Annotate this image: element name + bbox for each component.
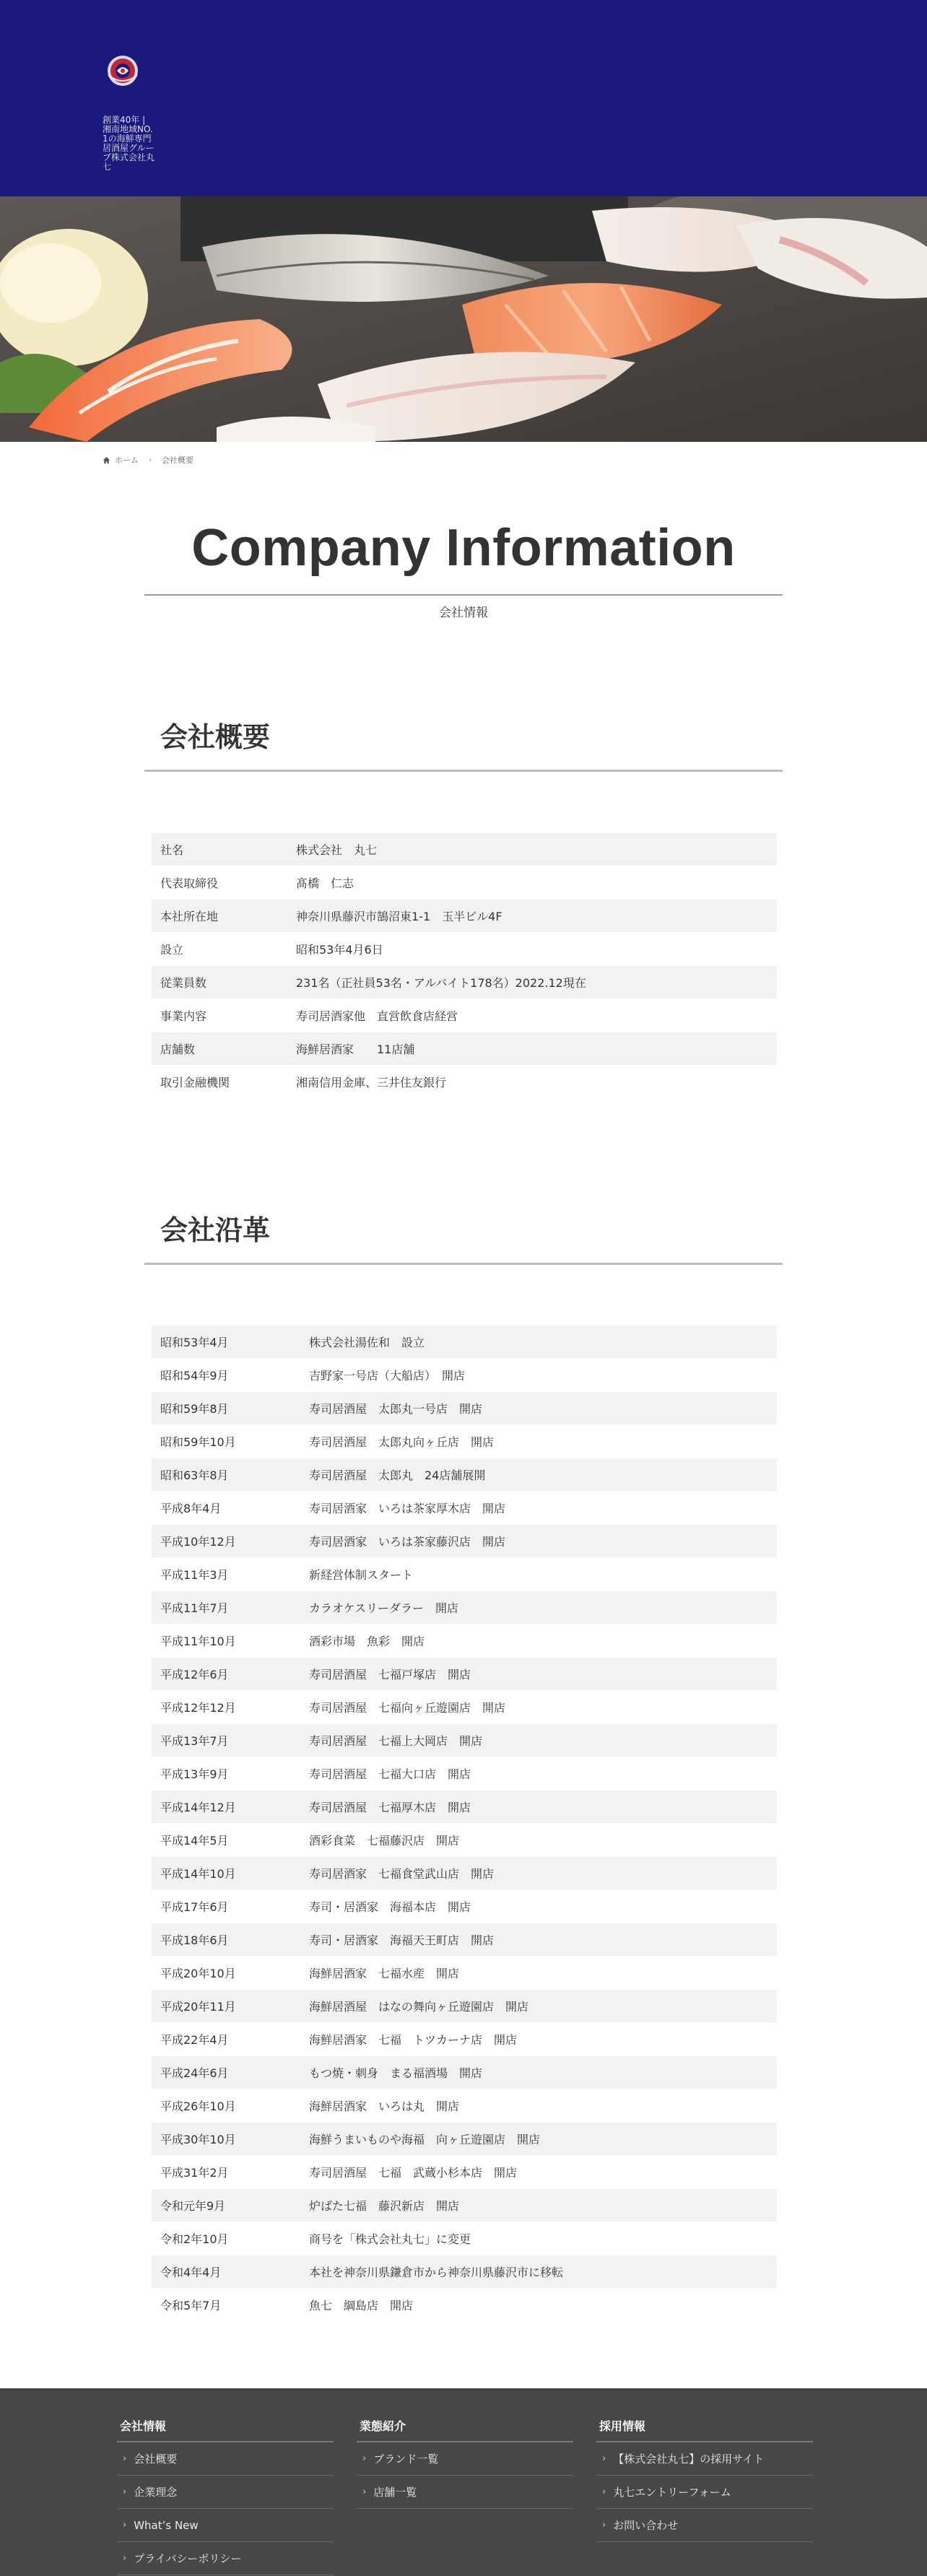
row-value: 寿司居酒屋 太郎丸 24店舗展開 (309, 1468, 486, 1482)
table-row (152, 1990, 777, 2023)
footer-link-label: 会社概要 (134, 2453, 178, 2466)
company-history-table (152, 1326, 777, 2322)
row-value: 海鮮居酒家 七福 トツカーナ店 開店 (309, 2033, 518, 2047)
row-label: 平成24年6月 (160, 2066, 229, 2080)
table-row (152, 866, 777, 900)
site-footer (0, 2388, 927, 2576)
row-value: 髙橋 仁志 (296, 876, 354, 890)
footer-column-brands (357, 2417, 573, 2509)
chevron-right-icon: › (362, 2453, 367, 2464)
breadcrumb-separator-icon: › (149, 456, 152, 464)
row-value: 酒彩市場 魚彩 開店 (309, 1635, 425, 1648)
table-row (152, 1032, 777, 1066)
row-label: 昭和63年8月 (160, 1468, 229, 1482)
row-label: 平成11年10月 (160, 1635, 236, 1648)
row-label: 平成8年4月 (160, 1502, 222, 1515)
footer-link-company-overview[interactable] (117, 2442, 334, 2476)
site-header (0, 0, 927, 196)
row-value: 株式会社 丸七 (296, 843, 378, 857)
row-label: 平成17年6月 (160, 1900, 229, 1914)
home-icon (103, 456, 110, 464)
table-row (152, 1458, 777, 1492)
row-label: 平成14年5月 (160, 1834, 229, 1848)
company-overview-table (152, 833, 777, 1099)
row-label: 平成13年9月 (160, 1767, 229, 1781)
row-value: 海鮮居酒家 七福水産 開店 (309, 1967, 460, 1980)
row-value: 本社を神奈川県鎌倉市から神奈川県藤沢市に移転 (309, 2266, 564, 2279)
footer-column-title: 会社情報 (117, 2417, 334, 2442)
chevron-right-icon: › (602, 2486, 606, 2497)
row-value: 寿司居酒屋 七福向ヶ丘遊園店 開店 (309, 1701, 506, 1715)
row-label: 令和5年7月 (160, 2299, 222, 2312)
footer-link-recruit-site[interactable] (596, 2442, 813, 2476)
row-value: 寿司居酒屋 七福戸塚店 開店 (309, 1668, 471, 1681)
table-row (152, 2289, 777, 2322)
row-label: 平成12年6月 (160, 1668, 229, 1681)
row-value: 寿司居酒屋 七福 武蔵小杉本店 開店 (309, 2166, 518, 2180)
row-value: 昭和53年4月6日 (296, 943, 383, 957)
logo-emblem-icon (103, 53, 143, 88)
table-row (152, 2023, 777, 2056)
footer-link-brand-list[interactable] (357, 2442, 573, 2476)
row-value: 寿司・居酒家 海福本店 開店 (309, 1900, 471, 1914)
table-row (152, 1591, 777, 1624)
row-value: 寿司居酒屋 太郎丸一号店 開店 (309, 1402, 483, 1416)
row-label: 令和2年10月 (160, 2232, 229, 2246)
table-row (152, 1790, 777, 1824)
table-row (152, 1691, 777, 1724)
table-row (152, 933, 777, 966)
row-value: 寿司居酒家 いろは茶家藤沢店 開店 (309, 1535, 506, 1549)
footer-link-label: 企業理念 (134, 2486, 178, 2499)
breadcrumb-home-link[interactable]: ホーム (115, 456, 139, 465)
page-subtitle: 会社情報 (439, 606, 488, 620)
table-row (152, 1724, 777, 1757)
hero-sushi-image (0, 196, 927, 442)
footer-link-label: プライバシーポリシー (134, 2552, 242, 2565)
row-value: 寿司居酒屋 七福厚木店 開店 (309, 1801, 471, 1814)
chevron-right-icon: › (123, 2486, 127, 2497)
footer-link-contact[interactable] (596, 2509, 813, 2542)
row-value: 炉ばた七福 藤沢新店 開店 (309, 2199, 460, 2213)
table-row (152, 1525, 777, 1558)
row-label: 従業員数 (160, 976, 207, 990)
row-label: 本社所在地 (160, 910, 219, 923)
row-label: 令和4年4月 (160, 2266, 222, 2279)
footer-column-recruit (596, 2417, 813, 2542)
table-row (152, 2255, 777, 2289)
chevron-right-icon: › (123, 2453, 127, 2464)
row-value: 寿司居酒屋 七福大口店 開店 (309, 1767, 471, 1781)
row-label: 平成11年7月 (160, 1601, 229, 1615)
footer-link-whats-new[interactable] (117, 2509, 334, 2542)
table-row (152, 2189, 777, 2222)
row-label: 平成31年2月 (160, 2166, 229, 2180)
row-label: 取引金融機関 (160, 1076, 230, 1089)
footer-column-title: 採用情報 (596, 2417, 813, 2442)
footer-link-label: 丸七エントリーフォーム (613, 2486, 731, 2499)
footer-column-company (117, 2417, 334, 2575)
footer-link-entry-form[interactable] (596, 2476, 813, 2509)
row-label: 昭和54年9月 (160, 1369, 229, 1383)
row-value: 海鮮居酒家 11店舗 (296, 1043, 415, 1056)
site-tagline: 創業40年 | 湘南地域NO.1の海鮮専門居酒屋グループ株式会社丸七 (103, 115, 155, 172)
row-label: 事業内容 (160, 1009, 207, 1023)
row-value: 湘南信用金庫、三井住友銀行 (296, 1076, 447, 1089)
breadcrumb-current: 会社概要 (162, 456, 193, 465)
table-row (152, 2123, 777, 2156)
footer-column-title: 業態紹介 (357, 2417, 573, 2442)
footer-link-label: 【株式会社丸七】の採用サイト (613, 2453, 765, 2466)
row-value: 海鮮居酒屋 はなの舞向ヶ丘遊園店 開店 (309, 2000, 529, 2014)
table-row (152, 1359, 777, 1392)
row-label: 令和元年9月 (160, 2199, 226, 2213)
company-logo[interactable] (103, 53, 143, 88)
page-title-divider (144, 594, 783, 596)
row-label: 平成26年10月 (160, 2099, 236, 2113)
table-row (152, 1658, 777, 1691)
row-value: 寿司居酒家他 直営飲食店経営 (296, 1009, 458, 1023)
chevron-right-icon: › (602, 2453, 606, 2464)
table-row (152, 1890, 777, 1923)
table-row (152, 900, 777, 933)
row-label: 代表取締役 (160, 876, 219, 890)
row-value: 寿司居酒家 いろは茶家厚木店 開店 (309, 1502, 506, 1515)
footer-link-label: 店舗一覧 (373, 2486, 417, 2499)
table-row (152, 1392, 777, 1425)
row-value: 寿司居酒屋 太郎丸向ヶ丘店 開店 (309, 1435, 495, 1449)
row-value: 231名（正社員53名・アルバイト178名）2022.12現在 (296, 976, 586, 990)
row-value: 神奈川県藤沢市鵠沼東1-1 玉半ビル4F (296, 910, 502, 923)
company-overview-heading: 会社概要 (160, 721, 271, 753)
table-row (152, 833, 777, 866)
table-row (152, 2056, 777, 2089)
company-history-heading: 会社沿革 (160, 1214, 271, 1246)
chevron-right-icon: › (123, 2553, 127, 2564)
row-label: 平成11年3月 (160, 1568, 229, 1582)
company-history-divider (144, 1263, 783, 1265)
row-value: 寿司・居酒家 海福天王町店 開店 (309, 1933, 495, 1947)
row-label: 平成18年6月 (160, 1933, 229, 1947)
row-label: 店舗数 (160, 1043, 196, 1056)
row-label: 設立 (160, 943, 184, 957)
chevron-right-icon: › (602, 2520, 606, 2531)
row-value: 株式会社湯佐和 設立 (309, 1336, 425, 1349)
row-value: もつ焼・刺身 まる福酒場 開店 (309, 2066, 483, 2080)
page-title: Company Information (191, 519, 736, 577)
row-value: 商号を「株式会社丸七」に変更 (309, 2232, 471, 2246)
table-row (152, 1066, 777, 1099)
row-value: カラオケスリーダラー 開店 (309, 1601, 459, 1615)
table-row (152, 2089, 777, 2123)
table-row (152, 1326, 777, 1359)
table-row (152, 1857, 777, 1890)
breadcrumb (103, 454, 193, 466)
table-row (152, 1957, 777, 1990)
row-value: 魚七 綱島店 開店 (309, 2299, 414, 2312)
table-row (152, 966, 777, 999)
row-value: 吉野家一号店（大船店） 開店 (309, 1369, 466, 1383)
row-label: 平成10年12月 (160, 1535, 236, 1549)
row-value: 寿司居酒屋 七福上大岡店 開店 (309, 1734, 483, 1748)
row-label: 平成20年10月 (160, 1967, 236, 1980)
row-value: 寿司居酒家 七福食堂武山店 開店 (309, 1867, 495, 1881)
company-overview-divider (144, 770, 783, 772)
footer-link-store-list[interactable] (357, 2476, 573, 2509)
row-label: 昭和59年10月 (160, 1435, 236, 1449)
row-label: 平成14年12月 (160, 1801, 236, 1814)
table-row (152, 2222, 777, 2255)
footer-link-label: お問い合わせ (613, 2519, 679, 2532)
row-label: 平成13年7月 (160, 1734, 229, 1748)
table-row (152, 1923, 777, 1957)
row-value: 酒彩食菜 七福藤沢店 開店 (309, 1834, 460, 1848)
table-row (152, 1824, 777, 1857)
row-label: 平成14年10月 (160, 1867, 236, 1881)
table-row (152, 999, 777, 1032)
footer-link-privacy-policy[interactable] (117, 2542, 334, 2575)
table-row (152, 1624, 777, 1658)
row-label: 平成22年4月 (160, 2033, 229, 2047)
row-label: 平成30年10月 (160, 2133, 236, 2146)
row-label: 昭和59年8月 (160, 1402, 229, 1416)
row-value: 新経営体制スタート (309, 1568, 414, 1582)
row-value: 海鮮居酒家 いろは丸 開店 (309, 2099, 460, 2113)
table-row (152, 2156, 777, 2189)
chevron-right-icon: › (362, 2486, 367, 2497)
row-label: 昭和53年4月 (160, 1336, 229, 1349)
footer-link-philosophy[interactable] (117, 2476, 334, 2509)
footer-link-label: ブランド一覧 (373, 2453, 439, 2466)
chevron-right-icon: › (123, 2520, 127, 2531)
row-value: 海鮮うまいものや海福 向ヶ丘遊園店 開店 (309, 2133, 541, 2146)
table-row (152, 1757, 777, 1790)
table-row (152, 1558, 777, 1591)
footer-link-label: What’s New (134, 2518, 199, 2532)
row-label: 社名 (160, 843, 184, 857)
row-label: 平成20年11月 (160, 2000, 236, 2014)
table-row (152, 1492, 777, 1525)
table-row (152, 1425, 777, 1458)
row-label: 平成12年12月 (160, 1701, 236, 1715)
